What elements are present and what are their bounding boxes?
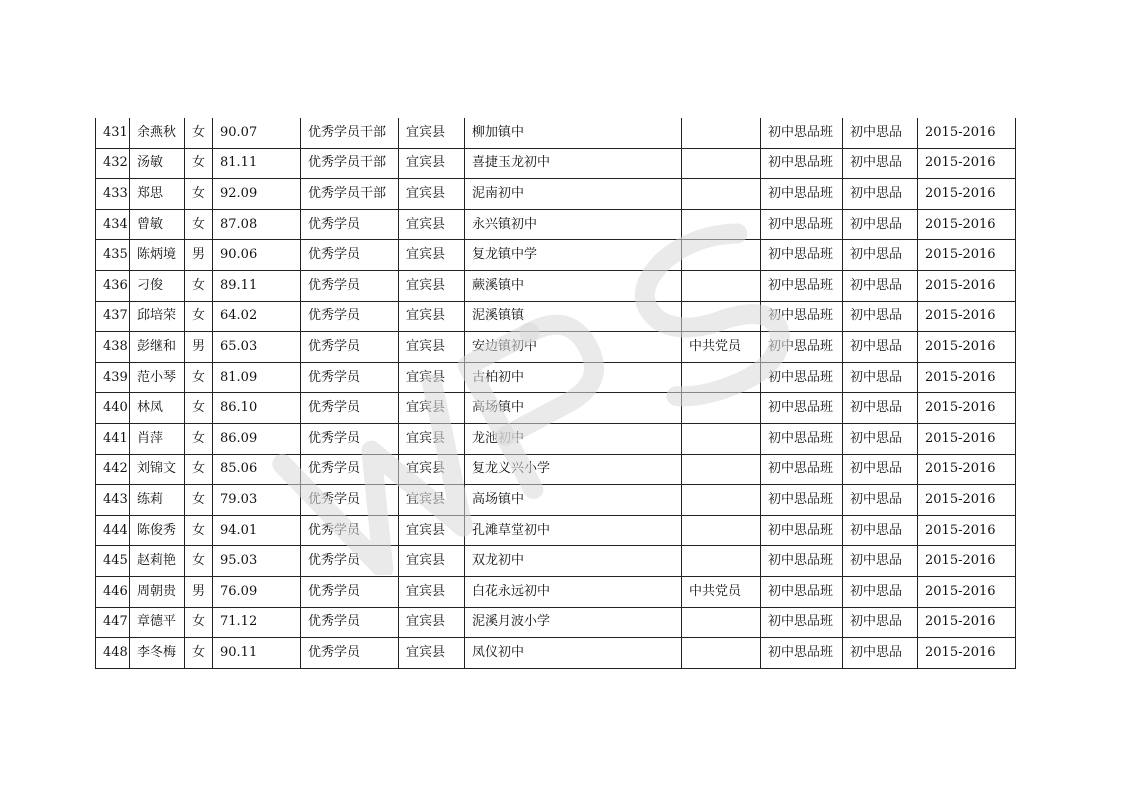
- subject-cell: 初中思品: [843, 546, 918, 577]
- gender-cell: 女: [185, 301, 213, 332]
- school-year-cell: 2015-2016: [918, 515, 1016, 546]
- award-cell: 优秀学员: [301, 301, 399, 332]
- table-row: [96, 485, 1016, 516]
- school-year-cell: 2015-2016: [918, 485, 1016, 516]
- award-cell: 优秀学员: [301, 515, 399, 546]
- table-row: [96, 209, 1016, 240]
- student-name-cell: 刁俊: [130, 270, 185, 301]
- table-row: [96, 638, 1016, 669]
- row-number-cell: 440: [96, 393, 130, 424]
- school-year-cell: 2015-2016: [918, 454, 1016, 485]
- county-cell: 宜宾县: [399, 118, 465, 148]
- class-name-cell: 初中思品班: [761, 118, 843, 148]
- table-row: [96, 240, 1016, 271]
- school-year-cell: 2015-2016: [918, 362, 1016, 393]
- class-name-cell: 初中思品班: [761, 301, 843, 332]
- school-year-cell: 2015-2016: [918, 270, 1016, 301]
- political-status-cell: [682, 240, 761, 271]
- subject-cell: 初中思品: [843, 148, 918, 179]
- gender-cell: 女: [185, 179, 213, 210]
- school-cell: 孔滩草堂初中: [465, 515, 682, 546]
- county-cell: 宜宾县: [399, 576, 465, 607]
- award-cell: 优秀学员: [301, 576, 399, 607]
- student-name-cell: 郑思: [130, 179, 185, 210]
- row-number-cell: 446: [96, 576, 130, 607]
- student-name-cell: 章德平: [130, 607, 185, 638]
- score-cell: 71.12: [213, 607, 301, 638]
- award-cell: 优秀学员: [301, 362, 399, 393]
- student-name-cell: 李冬梅: [130, 638, 185, 669]
- school-cell: 喜捷玉龙初中: [465, 148, 682, 179]
- student-name-cell: 曾敏: [130, 209, 185, 240]
- award-cell: 优秀学员: [301, 270, 399, 301]
- school-year-cell: 2015-2016: [918, 332, 1016, 363]
- subject-cell: 初中思品: [843, 332, 918, 363]
- gender-cell: 女: [185, 270, 213, 301]
- gender-cell: 男: [185, 332, 213, 363]
- student-name-cell: 余燕秋: [130, 118, 185, 148]
- class-name-cell: 初中思品班: [761, 240, 843, 271]
- student-name-cell: 刘锦文: [130, 454, 185, 485]
- school-cell: 白花永远初中: [465, 576, 682, 607]
- county-cell: 宜宾县: [399, 638, 465, 669]
- school-year-cell: 2015-2016: [918, 118, 1016, 148]
- school-cell: 蕨溪镇中: [465, 270, 682, 301]
- political-status-cell: [682, 179, 761, 210]
- school-year-cell: 2015-2016: [918, 638, 1016, 669]
- subject-cell: 初中思品: [843, 362, 918, 393]
- score-cell: 87.08: [213, 209, 301, 240]
- county-cell: 宜宾县: [399, 148, 465, 179]
- political-status-cell: [682, 362, 761, 393]
- county-cell: 宜宾县: [399, 179, 465, 210]
- row-number-cell: 442: [96, 454, 130, 485]
- class-name-cell: 初中思品班: [761, 607, 843, 638]
- student-name-cell: 周朝贵: [130, 576, 185, 607]
- table-row: [96, 332, 1016, 363]
- subject-cell: 初中思品: [843, 118, 918, 148]
- school-cell: 泥溪月波小学: [465, 607, 682, 638]
- school-year-cell: 2015-2016: [918, 423, 1016, 454]
- award-cell: 优秀学员: [301, 546, 399, 577]
- award-cell: 优秀学员: [301, 485, 399, 516]
- gender-cell: 女: [185, 362, 213, 393]
- row-number-cell: 445: [96, 546, 130, 577]
- student-name-cell: 范小琴: [130, 362, 185, 393]
- class-name-cell: 初中思品班: [761, 638, 843, 669]
- school-cell: 高场镇中: [465, 393, 682, 424]
- row-number-cell: 444: [96, 515, 130, 546]
- award-cell: 优秀学员: [301, 240, 399, 271]
- subject-cell: 初中思品: [843, 209, 918, 240]
- political-status-cell: [682, 454, 761, 485]
- subject-cell: 初中思品: [843, 485, 918, 516]
- class-name-cell: 初中思品班: [761, 209, 843, 240]
- table-row: [96, 179, 1016, 210]
- row-number-cell: 439: [96, 362, 130, 393]
- score-cell: 85.06: [213, 454, 301, 485]
- political-status-cell: 中共党员: [682, 576, 761, 607]
- political-status-cell: [682, 607, 761, 638]
- table-row: [96, 576, 1016, 607]
- gender-cell: 女: [185, 393, 213, 424]
- school-cell: 安边镇初中: [465, 332, 682, 363]
- roster-body: [96, 118, 1016, 668]
- score-cell: 94.01: [213, 515, 301, 546]
- class-name-cell: 初中思品班: [761, 485, 843, 516]
- gender-cell: 女: [185, 148, 213, 179]
- class-name-cell: 初中思品班: [761, 148, 843, 179]
- county-cell: 宜宾县: [399, 607, 465, 638]
- school-cell: 泥南初中: [465, 179, 682, 210]
- gender-cell: 女: [185, 423, 213, 454]
- county-cell: 宜宾县: [399, 332, 465, 363]
- award-cell: 优秀学员干部: [301, 148, 399, 179]
- school-cell: 复龙镇中学: [465, 240, 682, 271]
- row-number-cell: 433: [96, 179, 130, 210]
- school-cell: 古柏初中: [465, 362, 682, 393]
- county-cell: 宜宾县: [399, 515, 465, 546]
- political-status-cell: [682, 209, 761, 240]
- gender-cell: 女: [185, 485, 213, 516]
- score-cell: 90.06: [213, 240, 301, 271]
- award-cell: 优秀学员干部: [301, 118, 399, 148]
- table-row: [96, 148, 1016, 179]
- political-status-cell: [682, 393, 761, 424]
- student-name-cell: 彭继和: [130, 332, 185, 363]
- school-cell: 泥溪镇镇: [465, 301, 682, 332]
- gender-cell: 女: [185, 607, 213, 638]
- table-row: [96, 515, 1016, 546]
- student-name-cell: 汤敏: [130, 148, 185, 179]
- award-cell: 优秀学员干部: [301, 179, 399, 210]
- political-status-cell: [682, 485, 761, 516]
- county-cell: 宜宾县: [399, 270, 465, 301]
- class-name-cell: 初中思品班: [761, 362, 843, 393]
- subject-cell: 初中思品: [843, 179, 918, 210]
- political-status-cell: [682, 270, 761, 301]
- gender-cell: 男: [185, 576, 213, 607]
- score-cell: 79.03: [213, 485, 301, 516]
- award-cell: 优秀学员: [301, 454, 399, 485]
- subject-cell: 初中思品: [843, 454, 918, 485]
- political-status-cell: [682, 301, 761, 332]
- school-cell: 复龙义兴小学: [465, 454, 682, 485]
- gender-cell: 女: [185, 546, 213, 577]
- county-cell: 宜宾县: [399, 240, 465, 271]
- school-year-cell: 2015-2016: [918, 576, 1016, 607]
- school-cell: 高场镇中: [465, 485, 682, 516]
- political-status-cell: [682, 515, 761, 546]
- class-name-cell: 初中思品班: [761, 179, 843, 210]
- county-cell: 宜宾县: [399, 454, 465, 485]
- student-name-cell: 陈俊秀: [130, 515, 185, 546]
- political-status-cell: [682, 118, 761, 148]
- row-number-cell: 434: [96, 209, 130, 240]
- subject-cell: 初中思品: [843, 270, 918, 301]
- school-year-cell: 2015-2016: [918, 240, 1016, 271]
- score-cell: 90.11: [213, 638, 301, 669]
- school-year-cell: 2015-2016: [918, 301, 1016, 332]
- political-status-cell: [682, 423, 761, 454]
- gender-cell: 女: [185, 454, 213, 485]
- award-cell: 优秀学员: [301, 423, 399, 454]
- student-name-cell: 练莉: [130, 485, 185, 516]
- table-row: [96, 546, 1016, 577]
- school-year-cell: 2015-2016: [918, 393, 1016, 424]
- score-cell: 86.10: [213, 393, 301, 424]
- score-cell: 86.09: [213, 423, 301, 454]
- student-name-cell: 林凤: [130, 393, 185, 424]
- subject-cell: 初中思品: [843, 301, 918, 332]
- student-roster-table: [95, 118, 1016, 669]
- row-number-cell: 438: [96, 332, 130, 363]
- subject-cell: 初中思品: [843, 576, 918, 607]
- award-cell: 优秀学员: [301, 607, 399, 638]
- score-cell: 95.03: [213, 546, 301, 577]
- county-cell: 宜宾县: [399, 301, 465, 332]
- county-cell: 宜宾县: [399, 485, 465, 516]
- score-cell: 64.02: [213, 301, 301, 332]
- score-cell: 89.11: [213, 270, 301, 301]
- award-cell: 优秀学员: [301, 209, 399, 240]
- subject-cell: 初中思品: [843, 638, 918, 669]
- award-cell: 优秀学员: [301, 638, 399, 669]
- class-name-cell: 初中思品班: [761, 423, 843, 454]
- score-cell: 81.09: [213, 362, 301, 393]
- county-cell: 宜宾县: [399, 209, 465, 240]
- subject-cell: 初中思品: [843, 393, 918, 424]
- table-row: [96, 423, 1016, 454]
- class-name-cell: 初中思品班: [761, 393, 843, 424]
- class-name-cell: 初中思品班: [761, 546, 843, 577]
- county-cell: 宜宾县: [399, 362, 465, 393]
- row-number-cell: 436: [96, 270, 130, 301]
- student-name-cell: 肖萍: [130, 423, 185, 454]
- class-name-cell: 初中思品班: [761, 515, 843, 546]
- school-cell: 永兴镇初中: [465, 209, 682, 240]
- school-year-cell: 2015-2016: [918, 148, 1016, 179]
- row-number-cell: 437: [96, 301, 130, 332]
- score-cell: 90.07: [213, 118, 301, 148]
- school-year-cell: 2015-2016: [918, 607, 1016, 638]
- score-cell: 92.09: [213, 179, 301, 210]
- gender-cell: 女: [185, 209, 213, 240]
- political-status-cell: [682, 148, 761, 179]
- gender-cell: 女: [185, 638, 213, 669]
- subject-cell: 初中思品: [843, 240, 918, 271]
- score-cell: 76.09: [213, 576, 301, 607]
- subject-cell: 初中思品: [843, 607, 918, 638]
- school-cell: 双龙初中: [465, 546, 682, 577]
- table-row: [96, 270, 1016, 301]
- student-name-cell: 赵莉艳: [130, 546, 185, 577]
- student-name-cell: 邱培荣: [130, 301, 185, 332]
- row-number-cell: 448: [96, 638, 130, 669]
- row-number-cell: 435: [96, 240, 130, 271]
- table-row: [96, 118, 1016, 148]
- class-name-cell: 初中思品班: [761, 454, 843, 485]
- school-cell: 凤仪初中: [465, 638, 682, 669]
- school-cell: 柳加镇中: [465, 118, 682, 148]
- class-name-cell: 初中思品班: [761, 576, 843, 607]
- gender-cell: 女: [185, 515, 213, 546]
- award-cell: 优秀学员: [301, 393, 399, 424]
- row-number-cell: 447: [96, 607, 130, 638]
- student-name-cell: 陈炳境: [130, 240, 185, 271]
- gender-cell: 女: [185, 118, 213, 148]
- subject-cell: 初中思品: [843, 515, 918, 546]
- school-year-cell: 2015-2016: [918, 546, 1016, 577]
- table-row: [96, 607, 1016, 638]
- row-number-cell: 432: [96, 148, 130, 179]
- table-row: [96, 301, 1016, 332]
- county-cell: 宜宾县: [399, 546, 465, 577]
- table-row: [96, 393, 1016, 424]
- county-cell: 宜宾县: [399, 393, 465, 424]
- school-year-cell: 2015-2016: [918, 209, 1016, 240]
- row-number-cell: 441: [96, 423, 130, 454]
- gender-cell: 男: [185, 240, 213, 271]
- class-name-cell: 初中思品班: [761, 332, 843, 363]
- score-cell: 65.03: [213, 332, 301, 363]
- school-cell: 龙池初中: [465, 423, 682, 454]
- political-status-cell: [682, 638, 761, 669]
- school-year-cell: 2015-2016: [918, 179, 1016, 210]
- award-cell: 优秀学员: [301, 332, 399, 363]
- table-row: [96, 454, 1016, 485]
- class-name-cell: 初中思品班: [761, 270, 843, 301]
- score-cell: 81.11: [213, 148, 301, 179]
- county-cell: 宜宾县: [399, 423, 465, 454]
- table-row: [96, 362, 1016, 393]
- row-number-cell: 443: [96, 485, 130, 516]
- row-number-cell: 431: [96, 118, 130, 148]
- political-status-cell: [682, 546, 761, 577]
- subject-cell: 初中思品: [843, 423, 918, 454]
- political-status-cell: 中共党员: [682, 332, 761, 363]
